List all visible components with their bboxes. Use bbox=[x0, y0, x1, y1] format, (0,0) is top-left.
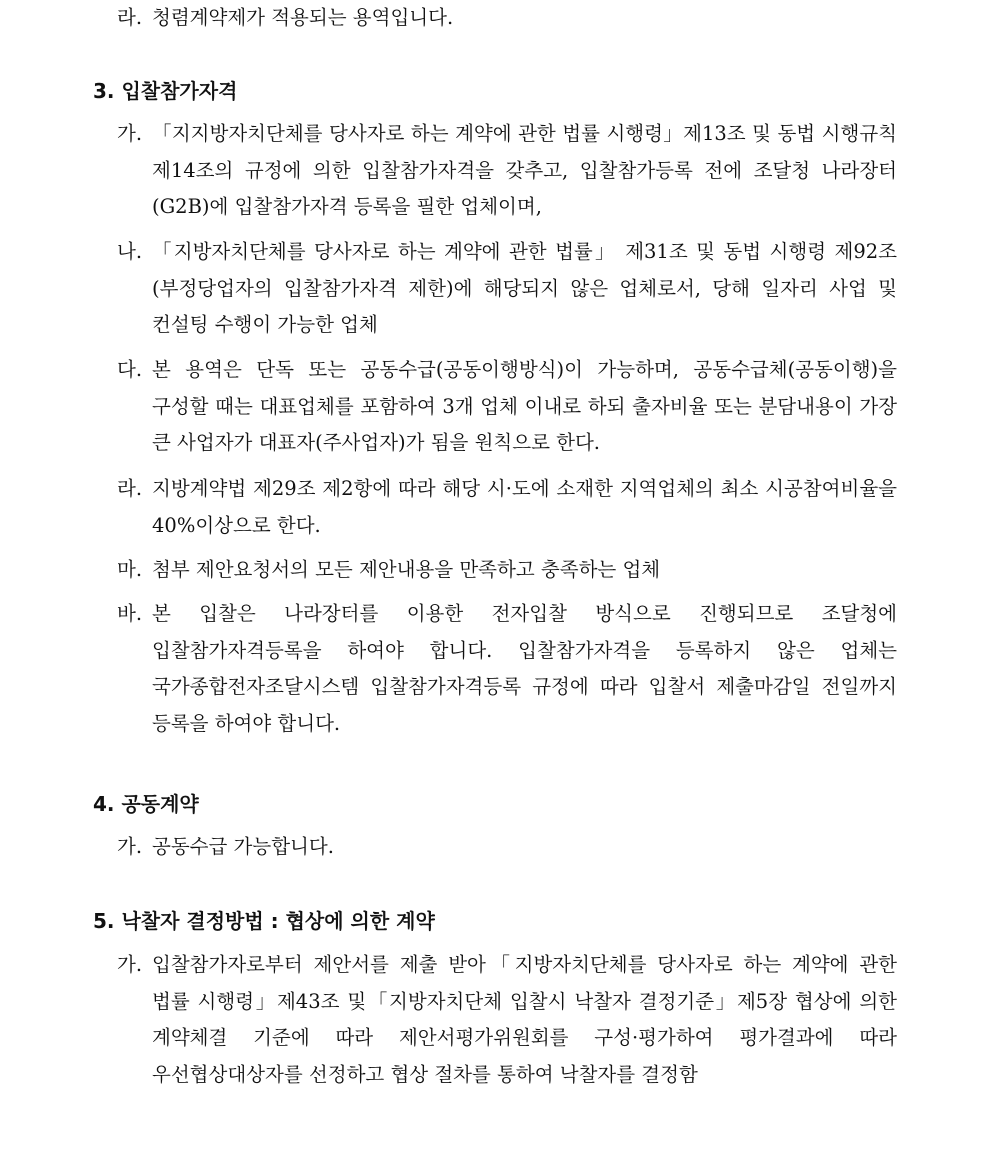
section-heading-3: 3. 입찰참가자격 bbox=[93, 79, 238, 103]
section-3-item-ra bbox=[117, 471, 897, 544]
section-3-item-ba bbox=[117, 596, 897, 742]
section-3-item-da bbox=[117, 352, 897, 462]
item-marker: 라. bbox=[117, 477, 143, 500]
item-text: 본 용역은 단독 또는 공동수급(공동이행방식)이 가능하며, 공동수급체(공동이행)을 구성할 때는 대표업체를 포함하여 3개 업체 이내로 하되 출자비율 또는 분담내용이 가장 큰 사업자가 대표자(주사업자)가 됨을 원칙으로 한다. bbox=[152, 358, 897, 454]
section-4-item-ga bbox=[117, 829, 897, 866]
section-3-item-ma bbox=[117, 552, 897, 589]
item-text: 「지방자치단체를 당사자로 하는 계약에 관한 법률」 제31조 및 동법 시행령 제92조(부정당업자의 입찰참가자격 제한)에 해당되지 않은 업체로서, 당해 일자리 사업 및 컨설팅 수행이 가능한 업체 bbox=[152, 240, 897, 336]
list-item-top bbox=[117, 0, 897, 37]
section-heading-5: 5. 낙찰자 결정방법 : 협상에 의한 계약 bbox=[93, 909, 435, 933]
item-text: 공동수급 가능합니다. bbox=[152, 835, 334, 858]
item-text: 입찰참가자로부터 제안서를 제출 받아「지방자치단체를 당사자로 하는 계약에 관한 법률 시행령」제43조 및「지방자치단체 입찰시 낙찰자 결정기준」제5장 협상에 의한 계약체결 기준에 따라 제안서평가위원회를 구성·평가하여 평가결과에 따라 우선협상대상자를 선정하고 협상 절차를 통하여 낙찰자를 결정함 bbox=[152, 953, 897, 1086]
item-marker: 가. bbox=[117, 122, 143, 145]
item-text: 본 입찰은 나라장터를 이용한 전자입찰 방식으로 진행되므로 조달청에 입찰참가자격등록을 하여야 합니다. 입찰참가자격을 등록하지 않은 업체는 국가종합전자조달시스템 입찰참가자격등록 규정에 따라 입찰서 제출마감일 전일까지 등록을 하여야 합니다. bbox=[152, 602, 897, 735]
item-marker: 가. bbox=[117, 953, 143, 976]
section-5-item-ga bbox=[117, 947, 897, 1093]
item-text: 「지지방자치단체를 당사자로 하는 계약에 관한 법률 시행령」제13조 및 동법 시행규칙 제14조의 규정에 의한 입찰참가자격을 갖추고, 입찰참가등록 전에 조달청 나라장터(G2B)에 입찰참가자격 등록을 필한 업체이며, bbox=[152, 122, 897, 218]
section-3-item-ga bbox=[117, 116, 897, 226]
section-heading-4: 4. 공동계약 bbox=[93, 792, 199, 816]
item-marker: 라. bbox=[117, 6, 143, 29]
item-text: 청렴계약제가 적용되는 용역입니다. bbox=[152, 6, 454, 29]
section-3-item-na bbox=[117, 234, 897, 344]
item-text: 지방계약법 제29조 제2항에 따라 해당 시·도에 소재한 지역업체의 최소 시공참여비율을 40%이상으로 한다. bbox=[152, 477, 897, 537]
item-marker: 마. bbox=[117, 558, 143, 581]
item-marker: 나. bbox=[117, 240, 143, 263]
item-marker: 가. bbox=[117, 835, 143, 858]
item-marker: 바. bbox=[117, 602, 143, 625]
item-marker: 다. bbox=[117, 358, 143, 381]
item-text: 첨부 제안요청서의 모든 제안내용을 만족하고 충족하는 업체 bbox=[152, 558, 661, 581]
